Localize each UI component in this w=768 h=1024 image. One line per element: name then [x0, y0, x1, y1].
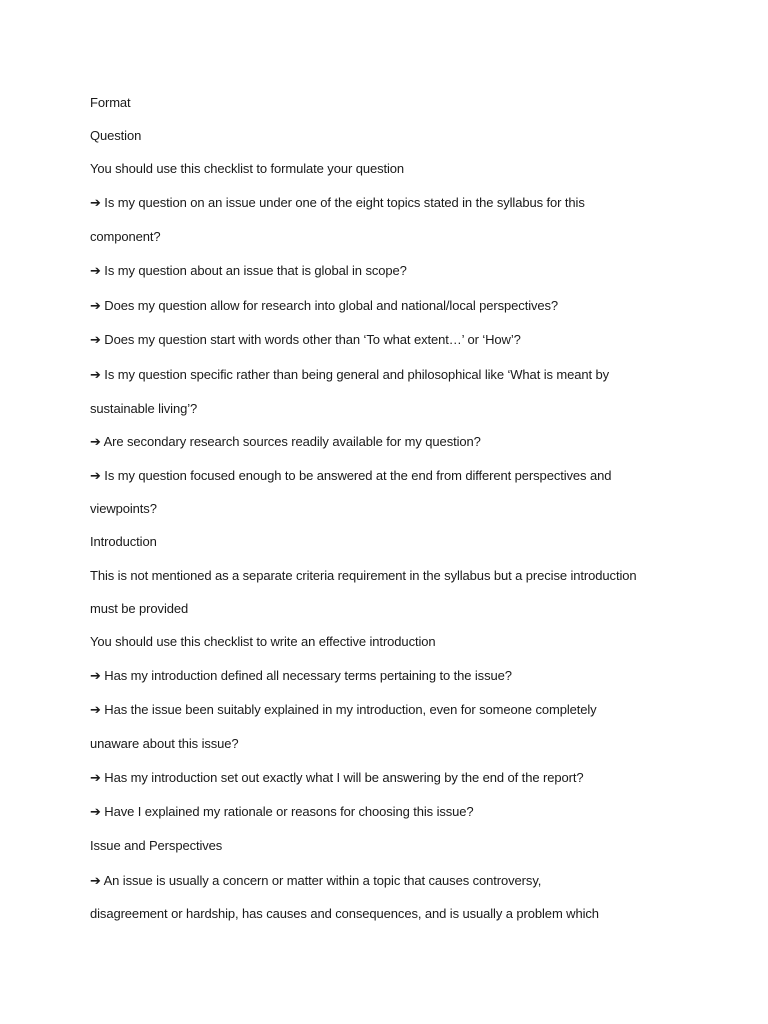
section-heading-format: Format: [90, 95, 131, 110]
paragraph-line: This is not mentioned as a separate criteria requirement in the syllabus but a precise introduction: [90, 568, 637, 583]
paragraph-line: You should use this checklist to formulate your question: [90, 161, 405, 176]
checklist-item-continued: viewpoints?: [90, 501, 157, 516]
checklist-item: ➔ Has the issue been suitably explained in my introduction, even for someone completely: [90, 702, 597, 717]
checklist-item: ➔ Is my question specific rather than being general and philosophical like ‘What is meant by: [90, 367, 610, 382]
section-heading-issue-and-perspectives: Issue and Perspectives: [90, 838, 223, 853]
section-heading-introduction: Introduction: [90, 534, 157, 549]
checklist-item: ➔ Has my introduction set out exactly what I will be answering by the end of the report?: [90, 770, 584, 785]
checklist-item: ➔ Does my question start with words other than ‘To what extent…’ or ‘How’?: [90, 332, 521, 347]
paragraph-line: You should use this checklist to write an effective introduction: [90, 634, 436, 649]
checklist-item: ➔ Does my question allow for research into global and national/local perspectives?: [90, 298, 559, 313]
checklist-item: ➔ Is my question focused enough to be answered at the end from different perspectives and: [90, 468, 612, 483]
checklist-item-continued: sustainable living’?: [90, 401, 198, 416]
checklist-item: ➔ Has my introduction defined all necessary terms pertaining to the issue?: [90, 668, 512, 683]
checklist-item-continued: unaware about this issue?: [90, 736, 239, 751]
checklist-item-continued: disagreement or hardship, has causes and consequences, and is usually a problem which: [90, 906, 599, 921]
checklist-item: ➔ Have I explained my rationale or reasons for choosing this issue?: [90, 804, 474, 819]
section-heading-question: Question: [90, 128, 142, 143]
checklist-item: ➔ An issue is usually a concern or matter within a topic that causes controversy,: [90, 873, 542, 888]
paragraph-line: must be provided: [90, 601, 189, 616]
checklist-item: ➔ Is my question on an issue under one of the eight topics stated in the syllabus for this: [90, 195, 585, 210]
checklist-item-continued: component?: [90, 229, 161, 244]
checklist-item: ➔ Is my question about an issue that is global in scope?: [90, 263, 407, 278]
checklist-item: ➔ Are secondary research sources readily available for my question?: [90, 434, 481, 449]
